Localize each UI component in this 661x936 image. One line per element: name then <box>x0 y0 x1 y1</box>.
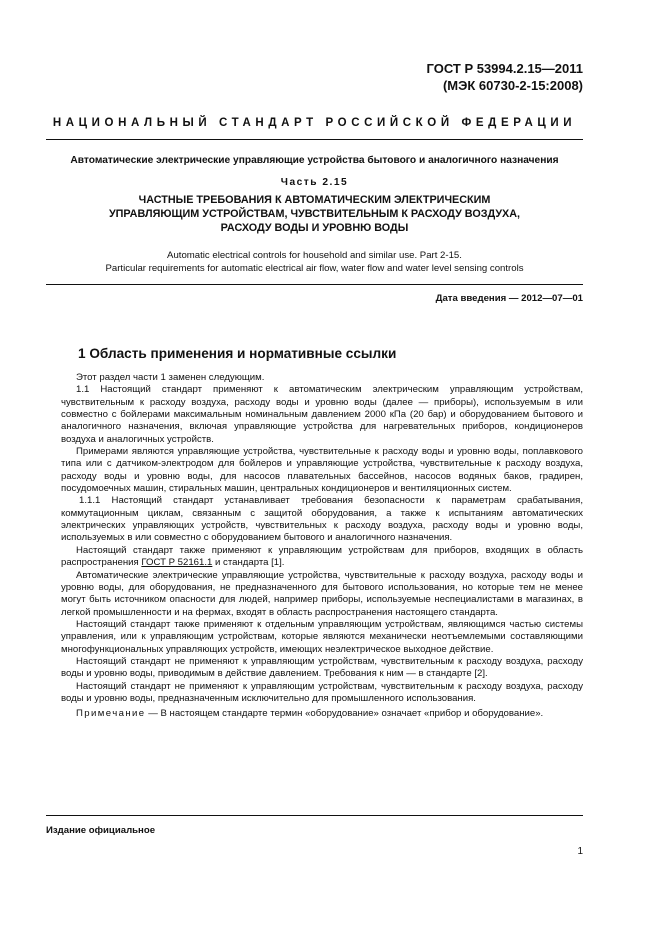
note <box>61 708 583 720</box>
paragraph: Автоматические электрические управляющие устройства, чувствительные к расходу воздуха, расходу воды и уровню воды, для оборудования, не предназначенного для бытового использования, но которые тем не менее могут быть источником опасности для людей, например приборы, используемые неспециалистами в магазинах, в легкой промышленности и на фермах, входят в область распространения настоящего стандарта. <box>61 569 583 618</box>
gost-number: ГОСТ Р 53994.2.15—2011 <box>426 61 583 76</box>
gost-reference-link[interactable]: ГОСТ Р 52161.1 <box>141 557 213 569</box>
paragraph: Примерами являются управляющие устройства, чувствительные к расходу воды и уровню воды, поплавкового типа или с датчиком-электродом для бойлеров и управляющие устройства, чувствительные к расходу воздуха, расходу воды и уровню воды, для насосов плавательных бассейнов, насосов водяных баков, градирен, посудомоечных машин, стиральных машин, центральных кондиционеров и вентиляционных систем. <box>61 446 583 495</box>
note-text: — В настоящем стандарте термин «оборудование» означает «прибор и оборудование». <box>145 708 544 720</box>
official-edition: Издание официальное <box>46 825 156 836</box>
page-number: 1 <box>577 846 583 857</box>
english-title-line: Particular requirements for automatic electrical air flow, water flow and water level sensing controls <box>105 263 524 274</box>
paragraph <box>61 545 583 570</box>
section-body <box>61 372 583 721</box>
paragraph: 1.1.1 Настоящий стандарт устанавливает требования безопасности к параметрам срабатывания, коммутационным циклам, связанным с защитой оборудования, а также к испытаниям автоматических электрических управляющих устройств, чувствительных к расходу воздуха, расходу воды и уровню воды, используемых в или совместно с оборудованием бытового и аналогичного назначения. <box>61 495 583 544</box>
introduction-date: Дата введения — 2012—07—01 <box>435 293 583 304</box>
standard-title: Автоматические электрические управляющие устройства бытового и аналогичного назначения <box>70 155 559 166</box>
paragraph: Настоящий стандарт не применяют к управляющим устройствам, чувствительным к расходу воздуха, расходу воды и уровню воды, предназначенным исключительно для промышленного использования. <box>61 680 583 704</box>
paragraph-text: и стандарта [1]. <box>212 557 285 569</box>
footer-rule <box>46 815 583 816</box>
english-title <box>46 249 583 275</box>
part-number: Часть 2.15 <box>280 177 349 188</box>
paragraph: Настоящий стандарт также применяют к отдельным управляющим устройствам, являющимся частью системы управления, или к управляющим устройствам, которые являются механически неотъемлемыми составляющими многофункциональных управляющих устройств, имеющих неэлектрическое выходное действие. <box>61 618 583 655</box>
section-heading: 1 Область применения и нормативные ссылки <box>78 346 397 361</box>
iec-number: (МЭК 60730-2-15:2008) <box>442 78 583 93</box>
paragraph-text: Настоящий стандарт также применяют к управляющим устройствам для приборов, входящих в область распространения <box>61 544 583 569</box>
standard-designation <box>427 60 583 94</box>
paragraph: Этот раздел части 1 заменен следующим. <box>76 372 265 383</box>
top-rule <box>46 139 583 140</box>
national-standard-banner: НАЦИОНАЛЬНЫЙ СТАНДАРТ РОССИЙСКОЙ ФЕДЕРАЦИИ <box>52 117 577 129</box>
subtitle-line: УПРАВЛЯЮЩИМ УСТРОЙСТВАМ, ЧУВСТВИТЕЛЬНЫМ К РАСХОДУ ВОЗДУХА, <box>108 208 521 220</box>
paragraph: Настоящий стандарт не применяют к управляющим устройствам, чувствительным к расходу воздуха, расходу воды и уровню воды, приводимым в действие давлением. Требования к ним — в стандарте [2]. <box>61 655 583 680</box>
standard-subtitle <box>70 193 559 235</box>
note-label: Примечание <box>76 708 146 720</box>
paragraph: 1.1 Настоящий стандарт применяют к автоматическим электрическим управляющим устройствам, чувствительным к расходу воздуха, расходу воды и уровню воды (далее — приборы), используемым в или совместно с бойлерами максимальным номинальным давлением 2000 кПа (20 бар) и оборудованием бытового и аналогичного назначения, включая управляющие устройства для нагревательных приборов, кондиционеров воздуха и аналогичных устройств. <box>61 384 583 445</box>
subtitle-line: РАСХОДУ ВОДЫ И УРОВНЮ ВОДЫ <box>220 222 409 234</box>
title-rule <box>46 284 583 285</box>
english-title-line: Automatic electrical controls for household and similar use. Part 2-15. <box>167 250 462 261</box>
subtitle-line: ЧАСТНЫЕ ТРЕБОВАНИЯ К АВТОМАТИЧЕСКИМ ЭЛЕКТРИЧЕСКИМ <box>138 194 491 206</box>
